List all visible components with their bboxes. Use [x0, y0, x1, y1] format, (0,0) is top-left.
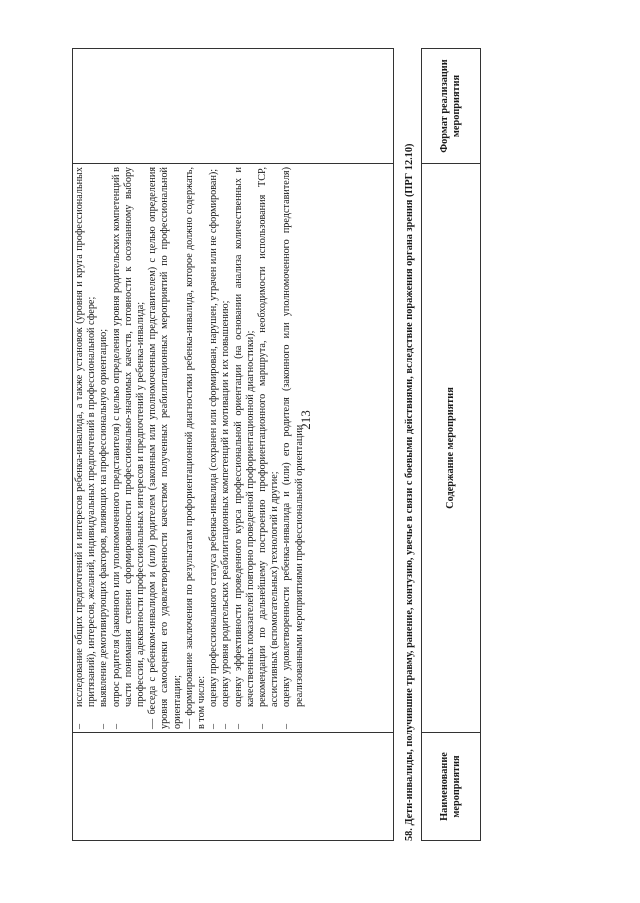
sub-bullet-item: – рекомендации по дальнейшему построению профориентационного маршрута, необходимости использования ТСР, ассистивных (вспомогательных) технологий и другие; — [257, 167, 281, 729]
sub-bullet-item: – оценку эффективности проведенного курса профессиональной ориентации (на основании анализа количественных и качественных показателей повторно проведенной профориентационной диагностики); — [232, 167, 256, 729]
header-measure-format: Формат реализации мероприятия — [421, 49, 480, 164]
measure-content-cell — [73, 164, 394, 733]
sub-bullet-item: – оценку уровня родительских реабилитационных компетенций и мотивации к их повышению; — [220, 300, 232, 729]
sub-bullet-item: – оценку профессионального статуса ребенка-инвалида (сохранен или сформирован, нарушен, утрачен или не сформирован); — [208, 168, 220, 729]
paragraph-conversation: — беседа с ребенком-инвалидом и (или) родителем (законным или уполномоченным представителем) с целью определения уровня самооценки его удовлетворенности качеством полученных реабилитационных мероприятий по профессиональной ориентации; — [147, 167, 183, 729]
section-title: 58. Дети-инвалиды, получившие травму, ранение, контузию, увечье в связи с боевыми действиями, вследствие поражения органа зрения (ПРГ 12.10) — [404, 143, 415, 841]
bullet-item: – выявление демотивирующих факторов, влияющих на профессиональную ориентацию; — [98, 328, 110, 729]
measures-table-continued — [72, 48, 394, 841]
measures-table-header — [421, 48, 481, 841]
rotated-document-block — [72, 48, 575, 841]
header-measure-content: Содержание мероприятия — [421, 164, 480, 733]
sub-bullet-item: – оценку удовлетворенности ребенка-инвалида и (или) его родителя (законного или уполномоченного представителя) реализованными мероприятиями профессиональной ориентации — [281, 167, 305, 729]
bullet-item: – исследование общих предпочтений и интересов ребенка-инвалида, а также установок (уровня и круга профессиональных притязаний), интересов, желаний, индивидуальных предпочтений в профессиональной сфере; — [74, 167, 98, 729]
paragraph-conclusion: — формирование заключения по результатам профориентационной диагностики ребенка-инвалида, которое должно содержать, в том числе: — [183, 167, 208, 729]
header-measure-name: Наименование мероприятия — [421, 733, 480, 841]
page-number: 213 — [297, 410, 313, 430]
measure-format-cell — [73, 49, 394, 164]
measure-name-cell — [73, 733, 394, 841]
bullet-item: – опрос родителя (законного или уполномоченного представителя) с целью определения уровня родительских компетенций в части понимания степени сформированности профессионально-значимых качеств, готовности к осознанному выбору профессии, адекватности профессиональных интересов и предпочтений у ребенка-инвалида; — [110, 167, 147, 729]
